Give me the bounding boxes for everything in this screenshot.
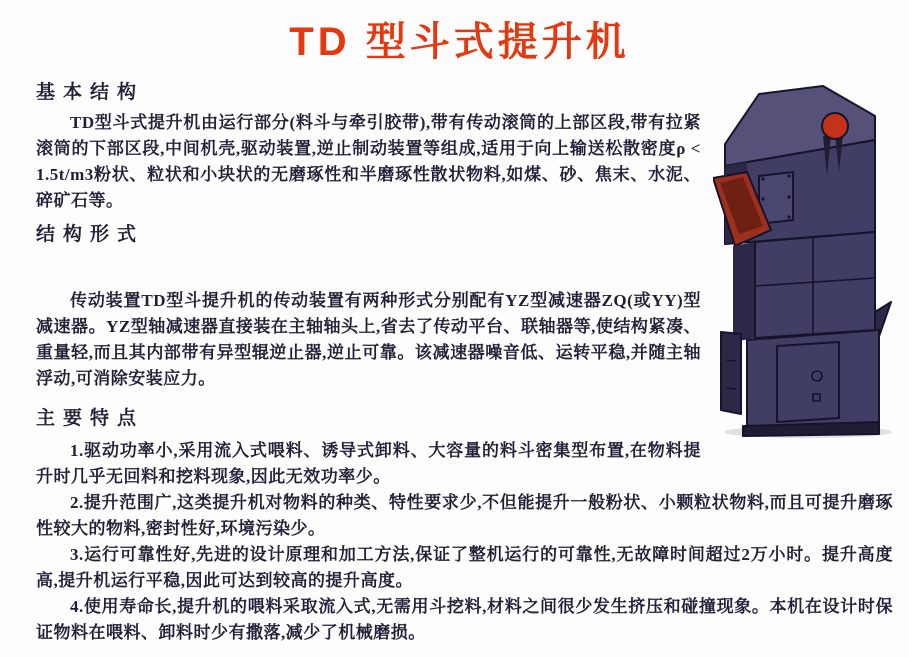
lower-cabinet (721, 332, 741, 414)
basic-structure-paragraph: TD型斗式提升机由运行部分(料斗与牵引胶带),带有传动滚筒的上部区段,带有拉紧滚筒的下部区段,中间机壳,驱动装置,逆止制动装置等组成,适用于向上输送松散密度ρ < 1.5t/m3粉状、粒状和小块状的无磨琢性和半磨琢性散状物料,如煤、砂、焦末、水泥、碎矿石等。 (36, 113, 701, 210)
section-main-features (36, 406, 893, 646)
cabinet-handle-bottom (726, 388, 736, 389)
heading-basic-structure: 基本结构 (36, 82, 145, 103)
heading-structure-form: 结构形式 (36, 224, 145, 245)
page-title: TD 型斗式提升机 (289, 20, 630, 64)
drive-wheel (822, 113, 848, 139)
structure-form-paragraph: 传动装置TD型斗提升机的传动装置有两种形式分别配有YZ型减速器ZQ(或YY)型减速器。YZ型轴减速器直接装在主轴轴头上,省去了传动平台、联轴器等,使结构紧凑、重量轻,而且其内部带有异型辊逆止器,逆止可靠。该减速器噪音低、运转平稳,并随主轴浮动,可消除安装应力。 (36, 291, 701, 388)
feature-item-2: 2.提升范围广,这类提升机对物料的种类、特性要求少,不但能提升一般粉状、小颗粒状物料,而且可提升磨琢性较大的物料,密封性好,环境污染少。 (36, 493, 893, 538)
heading-main-features: 主要特点 (36, 408, 145, 429)
cabinet-handle-top (726, 360, 736, 361)
bucket-elevator-illustration (713, 80, 893, 440)
feature-item-1: 1.驱动功率小,采用流入式喂料、诱导式卸料、大容量的料斗密集型布置,在物料提升时几乎无回料和挖料现象,因此无效功率少。 (36, 441, 701, 486)
bucket-elevator-photo (713, 80, 893, 440)
feature-item-4: 4.使用寿命长,提升机的喂料采取流入式,无需用斗挖料,材料之间很少发生挤压和碰撞现象。本机在设计时保证物料在喂料、卸料时少有撒落,减少了机械磨损。 (36, 597, 893, 642)
feature-item-3: 3.运行可靠性好,先进的设计原理和加工方法,保证了整机运行的可靠性,无故障时间超过2万小时。提升高度高,提升机运行平稳,因此可达到较高的提升高度。 (36, 545, 893, 590)
column-side (733, 242, 755, 342)
